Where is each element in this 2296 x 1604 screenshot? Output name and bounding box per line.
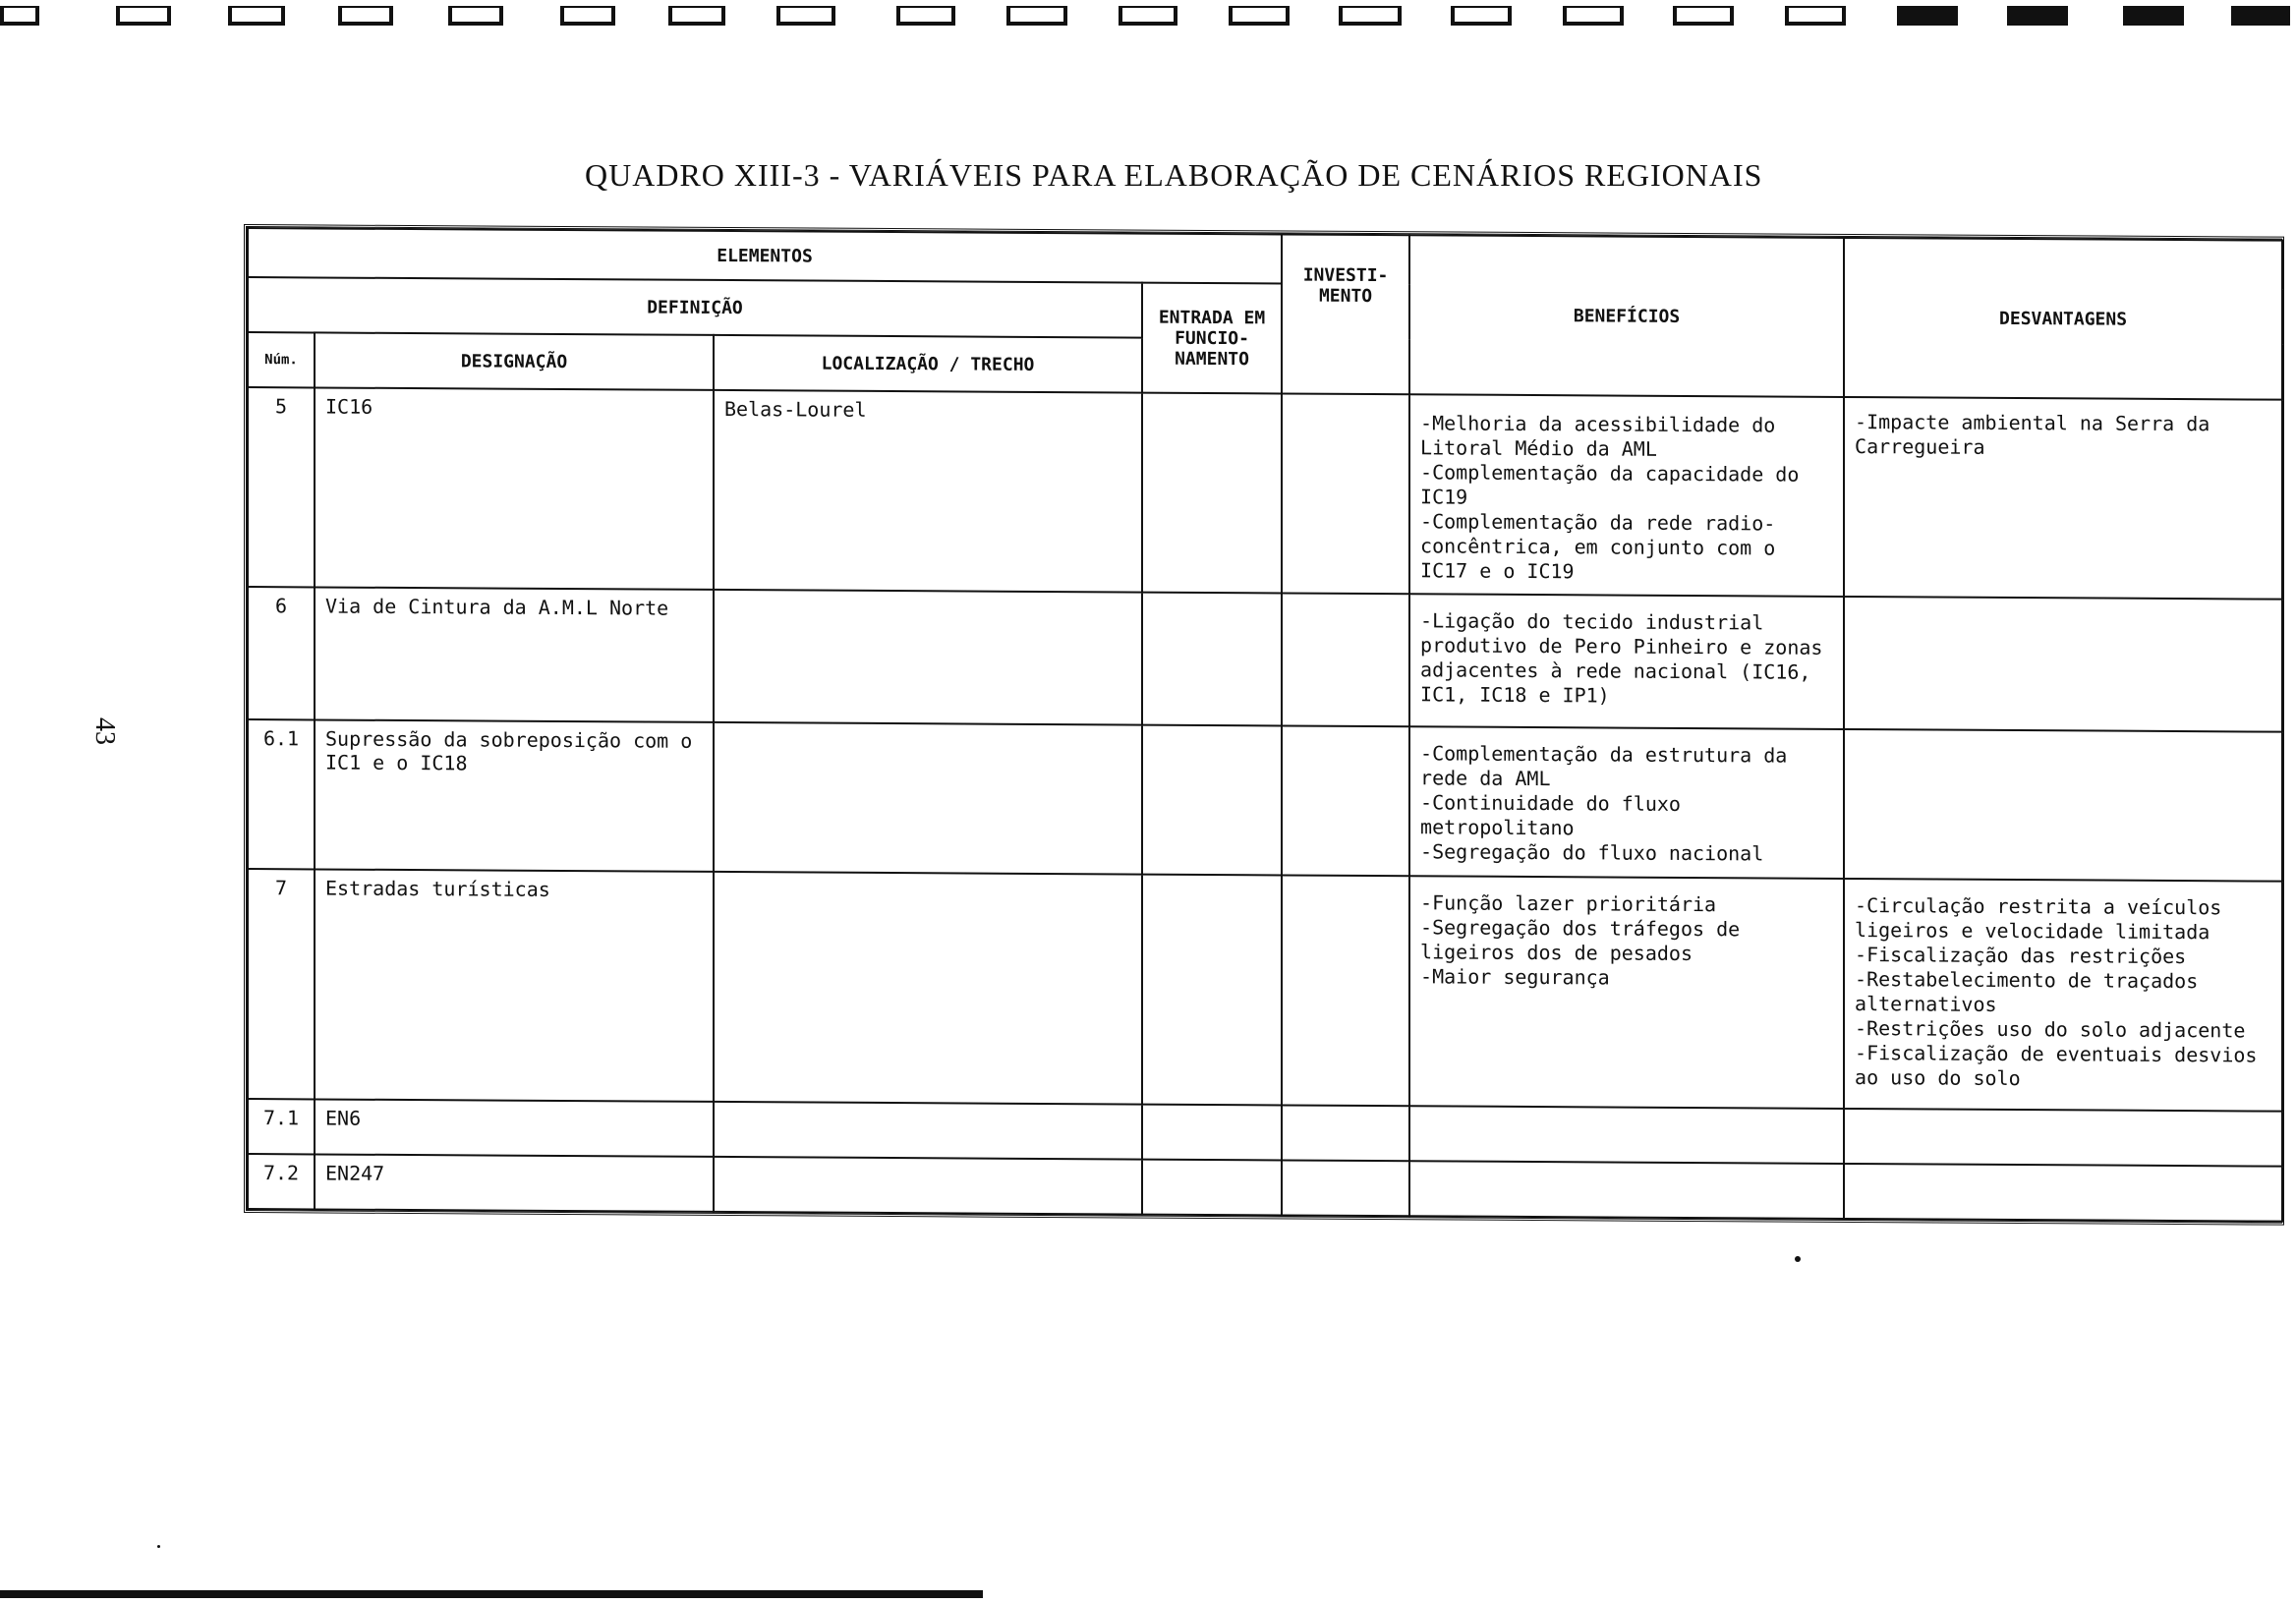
row-designacao: EN247 [315,1154,714,1211]
desvantagem-item: -Fiscalização de eventuais desvios ao uso do solo [1855,1041,2258,1091]
binding-hole [1897,6,1958,26]
variables-table-frame [244,224,2284,1226]
row-num: 7.1 [248,1099,315,1154]
beneficio-item: -Função lazer prioritária [1420,890,1717,917]
row-designacao: Estradas turísticas [315,870,714,1102]
beneficio-item: -Complementação da capacidade do IC19 [1420,460,1800,509]
row-beneficios [1409,595,1844,729]
row-num: 5 [248,387,315,588]
binding-hole [560,6,615,26]
binding-hole [2231,6,2290,26]
row-entrada [1142,724,1282,875]
desvantagem-item: -Impacte ambiental na Serra da Carregueira [1855,410,2210,459]
row-investimento [1282,1106,1409,1162]
row-investimento [1282,876,1409,1107]
binding-hole [896,6,955,26]
binding-hole [448,6,503,26]
row-designacao: Via de Cintura da A.M.L Norte [315,588,714,722]
beneficio-item: -Maior segurança [1420,964,1610,990]
header-num: Núm. [248,332,315,387]
binding-holes-strip [0,0,2296,39]
beneficio-item: -Segregação dos tráfegos de ligeiros dos de pesados [1420,915,1741,966]
row-localizacao [714,722,1142,875]
row-designacao: IC16 [315,387,714,590]
beneficio-item: -Complementação da rede radio- concêntrica, em conjunto com o IC17 e o IC19 [1420,509,1776,584]
row-beneficios [1409,726,1844,879]
row-desvantagens [1844,879,2282,1112]
desvantagem-item: -Restrições uso do solo adjacente [1855,1016,2246,1043]
row-desvantagens [1844,597,2282,731]
row-num: 6 [248,587,315,719]
binding-hole [116,6,171,26]
row-desvantagens [1844,397,2282,600]
binding-hole [228,6,285,26]
page-title: QUADRO XIII-3 - VARIÁVEIS PARA ELABORAÇÃO DE CENÁRIOS REGIONAIS [585,157,1763,193]
row-num: 7 [248,869,315,1099]
beneficio-item: -Ligação do tecido industrial produtivo de Pero Pinheiro e zonas adjacentes à rede nacional (IC16, IC1, IC18 e IP1) [1420,608,1823,708]
row-desvantagens [1844,1164,2282,1222]
row-localizacao [714,590,1142,724]
binding-hole [2007,6,2068,26]
row-desvantagens [1844,1109,2282,1167]
table-row [248,1154,2282,1222]
row-investimento [1282,393,1409,594]
binding-hole [1451,6,1512,26]
scan-speck [1795,1256,1801,1262]
header-entrada: ENTRADA EM FUNCIO- NAMENTO [1142,283,1282,394]
table-row [248,719,2282,882]
page-number: 43 [89,717,120,745]
beneficio-item: -Segregação do fluxo nacional [1420,838,1764,866]
beneficio-item: -Melhoria da acessibilidade do Litoral Médio da AML [1420,411,1776,461]
scan-edge-bar [0,1590,983,1598]
row-localizacao [714,1102,1142,1160]
row-entrada [1142,593,1282,725]
row-entrada [1142,393,1282,594]
table-row [248,387,2282,600]
header-designacao: DESIGNAÇÃO [315,332,714,389]
row-beneficios [1409,1161,1844,1219]
table-row [248,869,2282,1112]
variables-table [247,227,2283,1223]
binding-hole [338,6,393,26]
header-investimento: INVESTI- MENTO [1282,234,1409,394]
desvantagem-item: -Circulação restrita a veículos ligeiros e velocidade limitada [1855,893,2222,945]
binding-hole [1006,6,1067,26]
row-desvantagens [1844,729,2282,882]
desvantagem-item: -Fiscalização das restrições [1855,943,2187,969]
row-designacao: Supressão da sobreposição com o IC1 e o IC18 [315,719,714,872]
header-definicao: DEFINIÇÃO [248,277,1142,338]
binding-hole [776,6,835,26]
binding-hole [2123,6,2184,26]
binding-hole [1673,6,1734,26]
row-investimento [1282,1160,1409,1216]
row-entrada [1142,1105,1282,1161]
scan-speck [157,1545,160,1548]
beneficio-item: -Complementação da estrutura da rede da AML [1420,740,1788,790]
header-desvantagens: DESVANTAGENS [1844,238,2282,400]
row-beneficios [1409,1106,1844,1164]
binding-hole [1119,6,1177,26]
binding-hole [1785,6,1846,26]
row-entrada [1142,1160,1282,1216]
row-beneficios [1409,394,1844,597]
row-num: 7.2 [248,1154,315,1209]
row-entrada [1142,875,1282,1106]
row-investimento [1282,725,1409,876]
header-beneficios: BENEFÍCIOS [1409,235,1844,397]
header-localizacao: LOCALIZAÇÃO / TRECHO [714,335,1142,393]
binding-hole [1339,6,1402,26]
row-localizacao [714,872,1142,1105]
row-num: 6.1 [248,719,315,870]
row-beneficios [1409,876,1844,1109]
row-designacao: EN6 [315,1100,714,1157]
table-row [248,587,2282,731]
row-localizacao [714,1157,1142,1215]
binding-hole [1229,6,1290,26]
header-elementos: ELEMENTOS [248,228,1282,283]
row-investimento [1282,594,1409,726]
beneficio-item: -Continuidade do fluxo metropolitano [1420,789,1681,839]
binding-hole [1563,6,1624,26]
binding-hole [0,6,39,26]
row-localizacao: Belas-Lourel [714,390,1142,593]
desvantagem-item: -Restabelecimento de traçados alternativos [1855,967,2199,1017]
binding-hole [668,6,725,26]
